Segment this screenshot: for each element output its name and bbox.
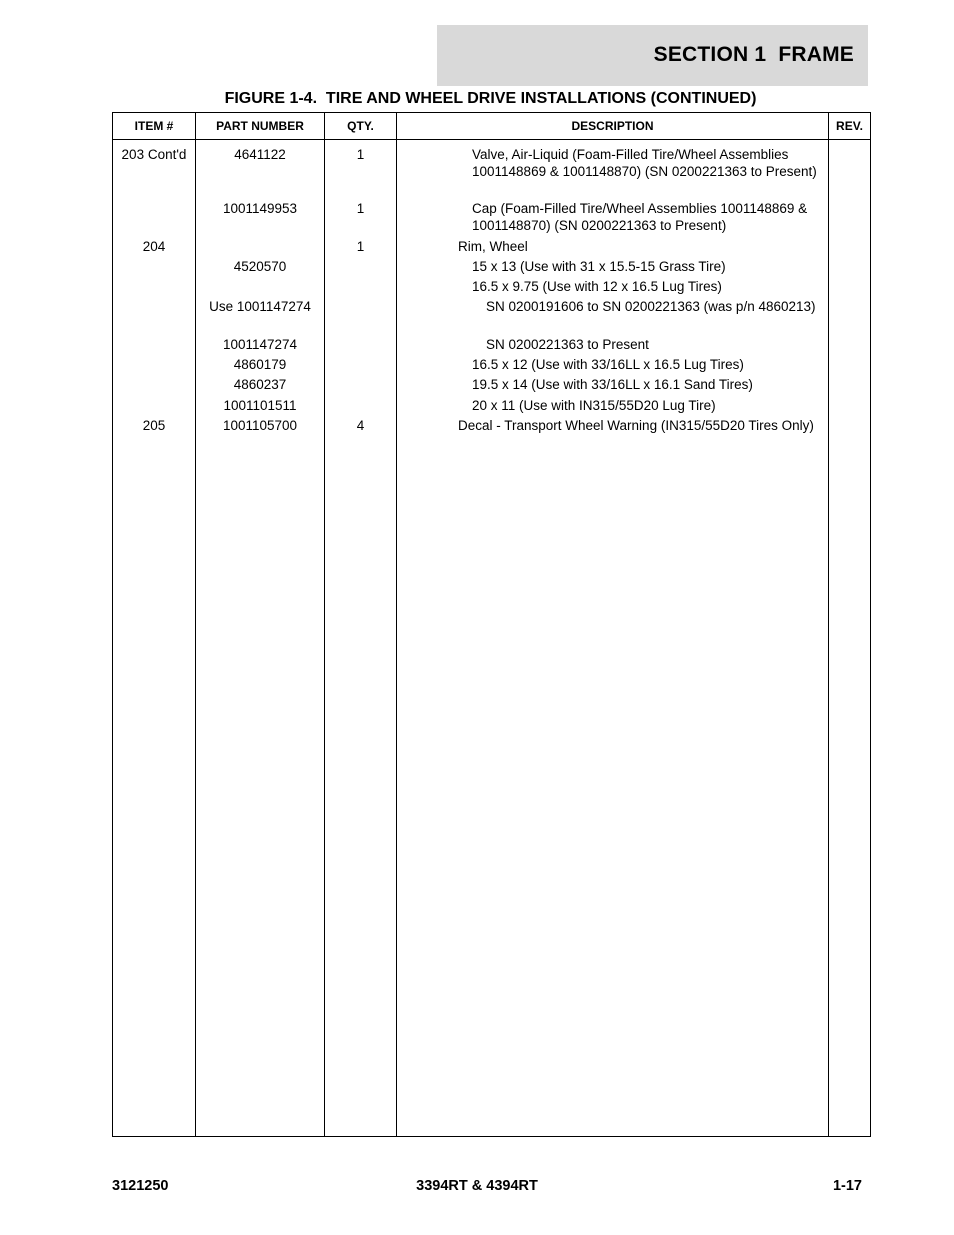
cell-desc: 16.5 x 12 (Use with 33/16LL x 16.5 Lug Tires) bbox=[472, 357, 744, 372]
cell-qty: 4 bbox=[356, 418, 365, 433]
footer-doc-number: 3121250 bbox=[112, 1178, 169, 1194]
cell-desc: 20 x 11 (Use with IN315/55D20 Lug Tire) bbox=[472, 398, 716, 413]
cell-item: 203 Cont'd bbox=[121, 147, 187, 162]
cell-desc: Valve, Air-Liquid (Foam-Filled Tire/Wheel Assemblies 1001148869 & 1001148870) (SN 0200221363 to Present) bbox=[472, 147, 817, 179]
cell-desc: SN 0200191606 to SN 0200221363 (was p/n 4860213) bbox=[486, 299, 816, 314]
cell-part: 4860179 bbox=[233, 357, 287, 372]
item-column bbox=[113, 140, 196, 1137]
section-title: SECTION 1 FRAME bbox=[653, 43, 854, 66]
column-header-qty: QTY. bbox=[325, 113, 397, 140]
section-header bbox=[437, 25, 868, 86]
figure-title: FIGURE 1-4. TIRE AND WHEEL DRIVE INSTALLATIONS (CONTINUED) bbox=[224, 90, 757, 107]
cell-part: 1001105700 bbox=[222, 418, 298, 433]
cell-desc: Decal - Transport Wheel Warning (IN315/55D20 Tires Only) bbox=[458, 418, 814, 433]
cell-item: 205 bbox=[142, 418, 166, 433]
column-header-part-number: PART NUMBER bbox=[196, 113, 325, 140]
column-header-rev: REV. bbox=[829, 113, 871, 140]
cell-desc: 19.5 x 14 (Use with 33/16LL x 16.1 Sand Tires) bbox=[472, 377, 753, 392]
cell-part: 4641122 bbox=[234, 147, 286, 162]
cell-desc: 15 x 13 (Use with 31 x 15.5-15 Grass Tire) bbox=[472, 259, 726, 274]
table-header-row bbox=[113, 113, 871, 140]
qty-column bbox=[325, 140, 397, 1137]
rev-column bbox=[829, 140, 871, 1137]
cell-desc: Cap (Foam-Filled Tire/Wheel Assemblies 1001148869 & 1001148870) (SN 0200221363 to Present) bbox=[472, 201, 808, 233]
cell-desc: SN 0200221363 to Present bbox=[486, 337, 649, 352]
cell-qty: 1 bbox=[356, 201, 365, 216]
table-body-row bbox=[113, 140, 871, 1137]
description-column bbox=[397, 140, 829, 1137]
cell-qty: 1 bbox=[356, 239, 365, 254]
footer-models: 3394RT & 4394RT bbox=[416, 1178, 538, 1194]
cell-item: 204 bbox=[142, 239, 166, 254]
cell-part: 1001149953 bbox=[222, 201, 298, 216]
cell-part: 1001147274 bbox=[222, 337, 298, 352]
part-number-column bbox=[196, 140, 325, 1137]
footer-page-number: 1-17 bbox=[832, 1178, 862, 1194]
cell-qty: 1 bbox=[356, 147, 365, 162]
parts-table bbox=[112, 112, 871, 1137]
cell-part: Use 1001147274 bbox=[209, 299, 311, 314]
cell-desc: 16.5 x 9.75 (Use with 12 x 16.5 Lug Tires) bbox=[472, 279, 722, 294]
cell-part: 4520570 bbox=[233, 259, 287, 274]
cell-desc: Rim, Wheel bbox=[458, 239, 528, 254]
cell-part: 1001101511 bbox=[223, 398, 297, 413]
column-header-description: DESCRIPTION bbox=[397, 113, 829, 140]
cell-part: 4860237 bbox=[233, 377, 287, 392]
column-header-item: ITEM # bbox=[113, 113, 196, 140]
